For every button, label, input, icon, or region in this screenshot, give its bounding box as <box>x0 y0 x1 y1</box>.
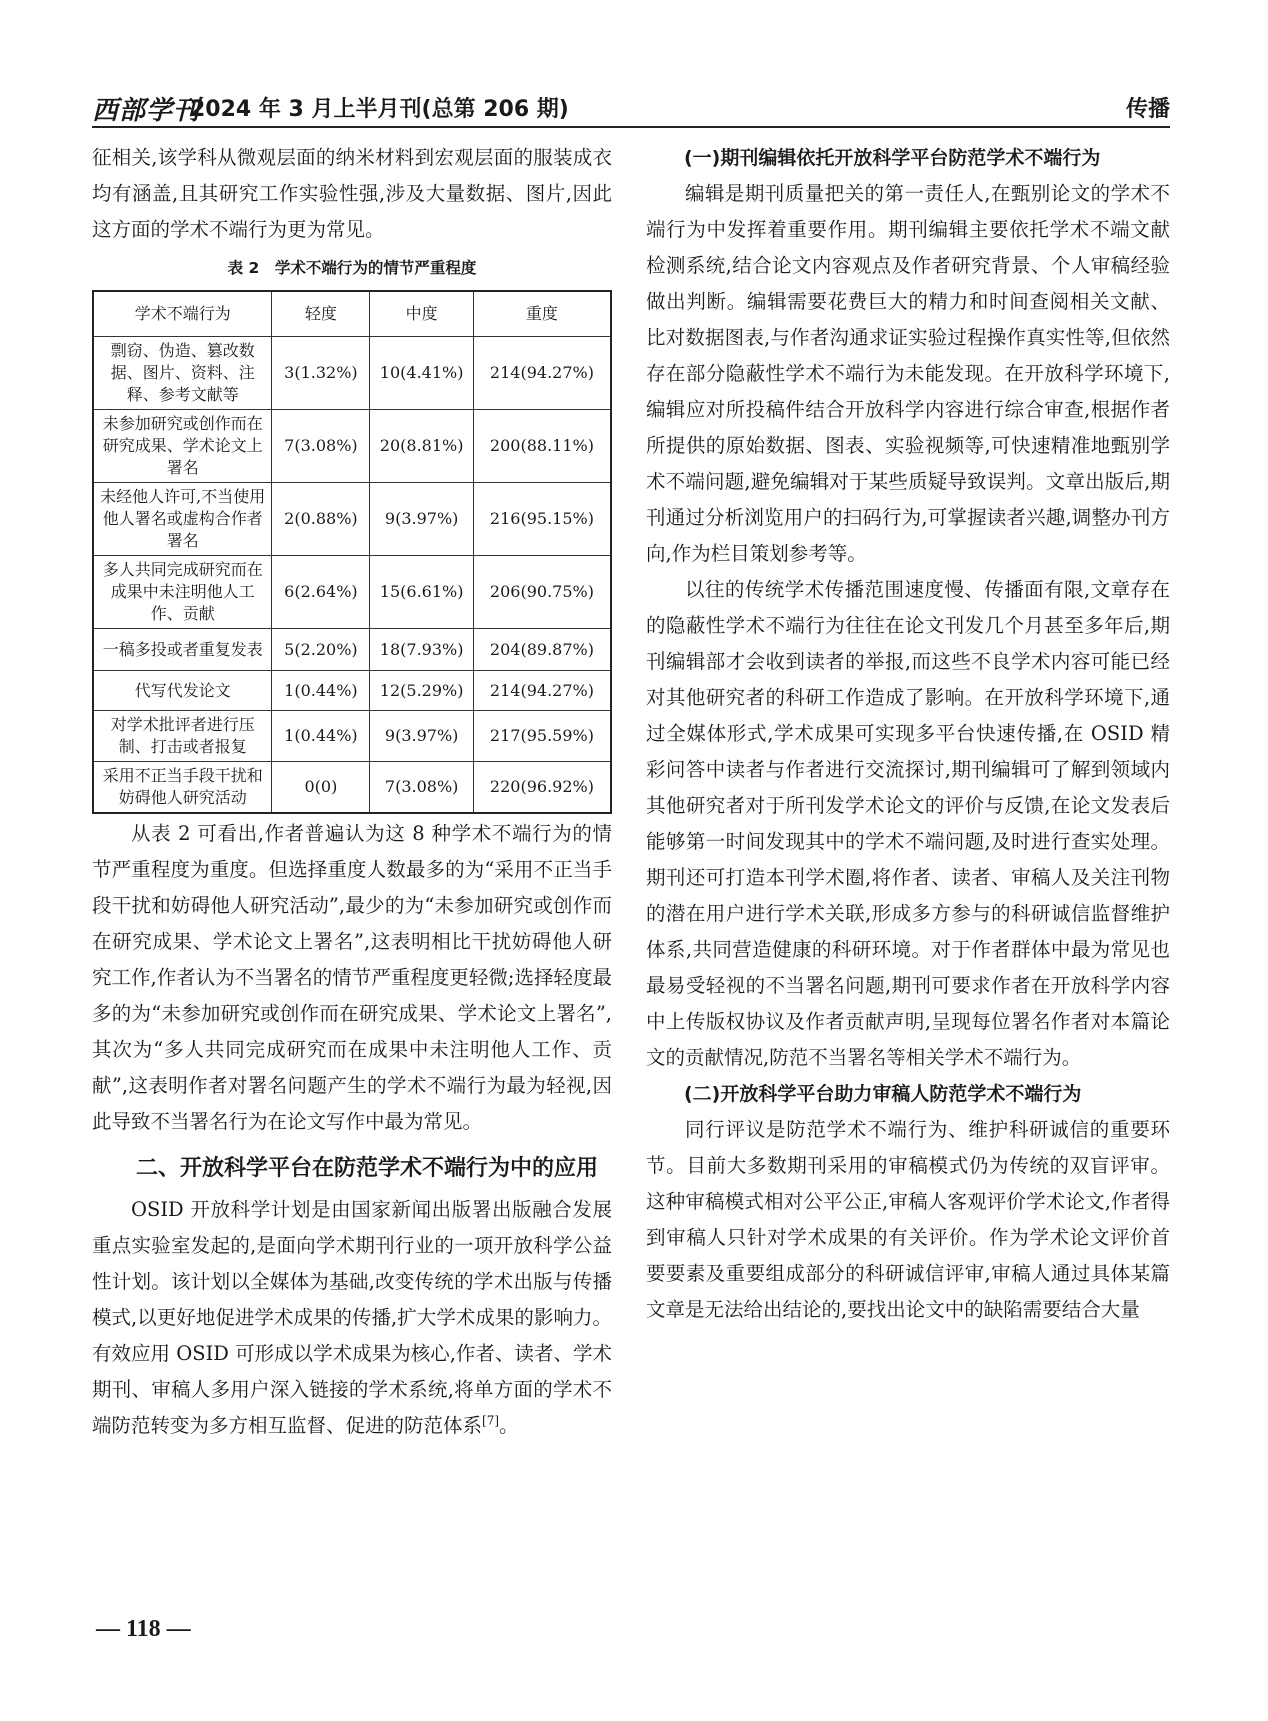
table-cell: 代写代发论文 <box>93 671 272 711</box>
table-cell: 未经他人许可,不当使用他人署名或虚构合作者署名 <box>93 483 272 556</box>
header-rule <box>92 126 1170 128</box>
subsection-heading-1: (一)期刊编辑依托开放科学平台防范学术不端行为 <box>684 147 1101 169</box>
table-cell: 9(3.97%) <box>370 483 473 556</box>
table-cell: 0(0) <box>272 762 370 814</box>
table-row <box>93 483 611 556</box>
table-cell: 1(0.44%) <box>272 711 370 762</box>
table-header: 中度 <box>370 291 473 337</box>
table-cell: 12(5.29%) <box>370 671 473 711</box>
section-tag: 传播 <box>1125 97 1170 122</box>
section-heading: 二、开放科学平台在防范学术不端行为中的应用 <box>136 1156 599 1181</box>
table-cell: 9(3.97%) <box>370 711 473 762</box>
table-row <box>93 711 611 762</box>
table-cell: 214(94.27%) <box>473 337 611 410</box>
issue-info: 2024 年 3 月上半月刊(总第 206 期) <box>190 97 569 122</box>
table-cell: 220(96.92%) <box>473 762 611 814</box>
table-row <box>93 410 611 483</box>
analysis-paragraph: 从表 2 可看出,作者普遍认为这 8 种学术不端行为的情节严重程度为重度。但选择重度人数最多的为“采用不正当手段干扰和妨碍他人研究活动”,最少的为“未参加研究或创作而在研究成果、学术论文上署名”,这表明相比干扰妨碍他人研究工作,作者认为不当署名的情节严重程度更轻微;选择轻度最多的为“未参加研究或创作而在研究成果、学术论文上署名”,其次为“多人共同完成研究而在成果中未注明他人工作、贡献”,这表明作者对署名问题产生的学术不端行为最为轻视,因此导致不当署名行为在论文写作中最为常见。 <box>92 822 612 1133</box>
table-cell: 1(0.44%) <box>272 671 370 711</box>
table-cell: 7(3.08%) <box>272 410 370 483</box>
table-cell: 3(1.32%) <box>272 337 370 410</box>
table-cell: 204(89.87%) <box>473 629 611 671</box>
table-header: 学术不端行为 <box>93 291 272 337</box>
table-cell: 多人共同完成研究而在成果中未注明他人工作、贡献 <box>93 556 272 629</box>
table-caption: 表 2 学术不端行为的情节严重程度 <box>227 259 477 277</box>
table-row <box>93 337 611 410</box>
table-cell: 对学术批评者进行压制、打击或者报复 <box>93 711 272 762</box>
table-cell: 206(90.75%) <box>473 556 611 629</box>
table-cell: 剽窃、伪造、篡改数据、图片、资料、注释、参考文献等 <box>93 337 272 410</box>
table-row <box>93 762 611 814</box>
table-cell: 216(95.15%) <box>473 483 611 556</box>
severity-table <box>92 290 612 814</box>
subsection-heading-2: (二)开放科学平台助力审稿人防范学术不端行为 <box>684 1083 1082 1105</box>
table-cell: 2(0.88%) <box>272 483 370 556</box>
osid-paragraph-end: 。 <box>499 1414 519 1437</box>
left-column <box>92 140 612 1444</box>
table-cell: 15(6.61%) <box>370 556 473 629</box>
table-cell: 10(4.41%) <box>370 337 473 410</box>
table-cell: 200(88.11%) <box>473 410 611 483</box>
dissemination-paragraph: 以往的传统学术传播范围速度慢、传播面有限,文章存在的隐蔽性学术不端行为往往在论文刊发几个月甚至多年后,期刊编辑部才会收到读者的举报,而这些不良学术内容可能已经对其他研究者的科研工作造成了影响。在开放科学环境下,通过全媒体形式,学术成果可实现多平台快速传播,在 OSID 精彩问答中读者与作者进行交流探讨,期刊编辑可了解到领域内其他研究者对于所刊发学术论文的评价与反馈,在论文发表后能够第一时间发现其中的学术不端问题,及时进行查实处理。期刊还可打造本刊学术圈,将作者、读者、审稿人及关注刊物的潜在用户进行学术关联,形成多方参与的科研诚信监督维护体系,共同营造健康的科研环境。对于作者群体中最为常见也最易受轻视的不当署名问题,期刊可要求作者在开放科学内容中上传版权协议及作者贡献声明,呈现每位署名作者对本篇论文的贡献情况,防范不当署名等相关学术不端行为。 <box>646 578 1170 1069</box>
citation-ref: [7] <box>482 1413 500 1428</box>
osid-paragraph <box>92 1192 612 1444</box>
table-cell: 7(3.08%) <box>370 762 473 814</box>
table-cell: 5(2.20%) <box>272 629 370 671</box>
table-cell: 20(8.81%) <box>370 410 473 483</box>
table-header: 重度 <box>473 291 611 337</box>
table-cell: 未参加研究或创作而在研究成果、学术论文上署名 <box>93 410 272 483</box>
right-column <box>646 140 1170 1328</box>
osid-paragraph-text: OSID 开放科学计划是由国家新闻出版署出版融合发展重点实验室发起的,是面向学术期刊行业的一项开放科学公益性计划。该计划以全媒体为基础,改变传统的学术出版与传播模式,以更好地促进学术成果的传播,扩大学术成果的影响力。有效应用 OSID 可形成以学术成果为核心,作者、读者、学术期刊、审稿人多用户深入链接的学术系统,将单方面的学术不端防范转变为多方相互监督、促进的防范体系 <box>92 1198 612 1437</box>
table-row <box>93 629 611 671</box>
table-cell: 214(94.27%) <box>473 671 611 711</box>
table-header-row <box>93 291 611 337</box>
intro-paragraph: 征相关,该学科从微观层面的纳米材料到宏观层面的服装成衣均有涵盖,且其研究工作实验性强,涉及大量数据、图片,因此这方面的学术不端行为更为常见。 <box>92 146 612 241</box>
table-cell: 6(2.64%) <box>272 556 370 629</box>
table-cell: 采用不正当手段干扰和妨碍他人研究活动 <box>93 762 272 814</box>
journal-logo: 西部学刊 <box>92 96 201 126</box>
table-header: 轻度 <box>272 291 370 337</box>
table-cell: 217(95.59%) <box>473 711 611 762</box>
running-header <box>92 88 1170 126</box>
editor-paragraph: 编辑是期刊质量把关的第一责任人,在甄别论文的学术不端行为中发挥着重要作用。期刊编辑主要依托学术不端文献检测系统,结合论文内容观点及作者研究背景、个人审稿经验做出判断。编辑需要花费巨大的精力和时间查阅相关文献、比对数据图表,与作者沟通求证实验过程操作真实性等,但依然存在部分隐蔽性学术不端行为未能发现。在开放科学环境下,编辑应对所投稿件结合开放科学内容进行综合审查,根据作者所提供的原始数据、图表、实验视频等,可快速精准地甄别学术不端问题,避免编辑对于某些质疑导致误判。文章出版后,期刊通过分析浏览用户的扫码行为,可掌握读者兴趣,调整办刊方向,作为栏目策划参考等。 <box>646 182 1170 565</box>
peer-review-paragraph: 同行评议是防范学术不端行为、维护科研诚信的重要环节。目前大多数期刊采用的审稿模式仍为传统的双盲评审。这种审稿模式相对公平公正,审稿人客观评价学术论文,作者得到审稿人只针对学术成果的有关评价。作为学术论文评价首要要素及重要组成部分的科研诚信评审,审稿人通过具体某篇文章是无法给出结论的,要找出论文中的缺陷需要结合大量 <box>646 1118 1170 1321</box>
table-row <box>93 671 611 711</box>
table-cell: 18(7.93%) <box>370 629 473 671</box>
table-cell: 一稿多投或者重复发表 <box>93 629 272 671</box>
table-row <box>93 556 611 629</box>
page-number: — 118 — <box>96 1616 191 1642</box>
